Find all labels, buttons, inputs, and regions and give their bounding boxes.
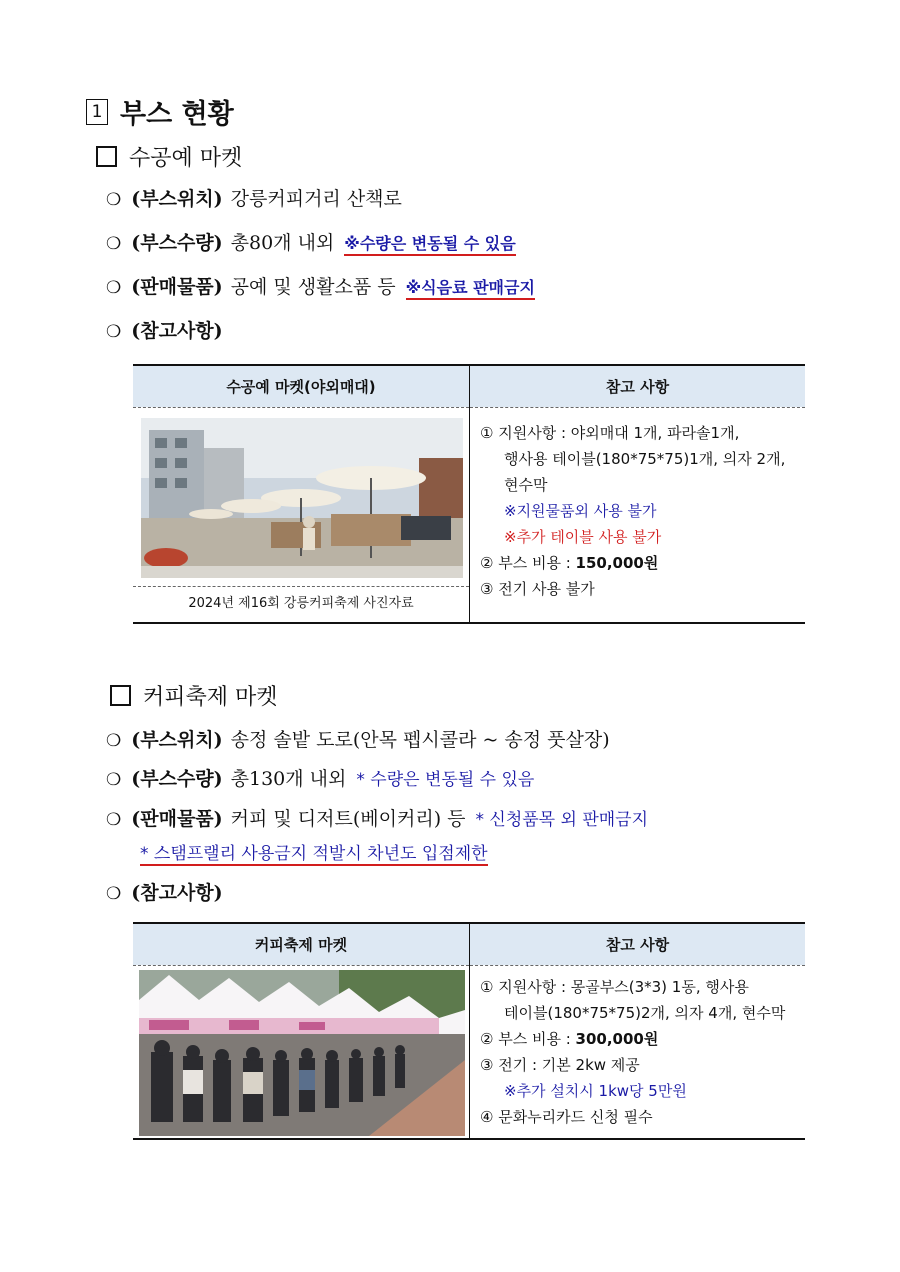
craft-items: ❍ (판매물품) 공예 및 생활소품 등 ※식음료 판매금지	[106, 276, 535, 298]
stamp-rally-note: * 스탬프랠리 사용금지 적발시 차년도 입점제한	[140, 844, 488, 864]
craft-table	[133, 364, 805, 624]
coffee-quantity: ❍ (부스수량) 총130개 내외 * 수량은 변동될 수 있음	[106, 768, 535, 790]
checkbox-square-icon	[96, 146, 117, 167]
circle-bullet-icon: ❍	[106, 190, 122, 210]
craft-section-title: 수공예 마켓	[96, 141, 242, 172]
coffee-notes-label: ❍ (참고사항)	[106, 882, 223, 904]
coffee-section-title: 커피축제 마켓	[110, 680, 278, 711]
craft-photo-caption: 2024년 제16회 강릉커피축제 사진자료	[133, 586, 469, 621]
craft-notes-label: ❍ (참고사항)	[106, 320, 223, 342]
checkbox-square-icon	[110, 685, 131, 706]
page-heading	[86, 92, 234, 131]
coffee-reference-list: ① 지원사항 : 몽골부스(3*3) 1동, 행사용 테이블(180*75*75)2개, 의자 4개, 현수막 ② 부스 비용 : 300,000원 ③ 전기 : 기본 2kw 제공 ※추가 설치시 1kw당 5만원 ④ 문화누리카드 신청 필수	[480, 977, 786, 1126]
craft-location: ❍ (부스위치) 강릉커피거리 산책로	[106, 188, 402, 210]
circle-bullet-icon: ❍	[106, 884, 122, 904]
circle-bullet-icon: ❍	[106, 278, 122, 298]
coffee-location: ❍ (부스위치) 송정 솔밭 도로(안목 펩시콜라 ~ 송정 풋살장)	[106, 729, 610, 751]
coffee-col1-header: 커피축제 마켓	[133, 923, 470, 965]
coffee-table	[133, 922, 805, 1140]
craft-quantity: ❍ (부스수량) 총80개 내외 ※수량은 변동될 수 있음	[106, 232, 516, 254]
circle-bullet-icon: ❍	[106, 234, 122, 254]
craft-reference-list: ① 지원사항 : 야외매대 1개, 파라솔1개, 행사용 테이블(180*75*75)1개, 의자 2개, 현수막 ※지원물품외 사용 불가 ※추가 테이블 사용 불가 ② 부스 비용 : 150,000원 ③ 전기 사용 불가	[480, 423, 786, 598]
heading-title: 부스 현황	[120, 99, 234, 130]
coffee-booth-fee: 300,000원	[575, 1029, 659, 1048]
circle-bullet-icon: ❍	[106, 770, 122, 790]
coffee-items: ❍ (판매물품) 커피 및 디저트(베이커리) 등 * 신청품목 외 판매금지	[106, 808, 649, 830]
craft-booth-fee: 150,000원	[575, 553, 659, 572]
circle-bullet-icon: ❍	[106, 731, 122, 751]
heading-number: 1	[86, 99, 108, 125]
items-note: ※식음료 판매금지	[406, 278, 535, 300]
quantity-note: ※수량은 변동될 수 있음	[344, 234, 515, 256]
circle-bullet-icon: ❍	[106, 810, 122, 830]
coffee-market-photo	[139, 970, 465, 1136]
craft-market-photo	[141, 418, 463, 578]
circle-bullet-icon: ❍	[106, 322, 122, 342]
craft-col1-header: 수공예 마켓(야외매대)	[133, 365, 470, 407]
craft-col2-header: 참고 사항	[470, 365, 806, 407]
coffee-col2-header: 참고 사항	[470, 923, 806, 965]
